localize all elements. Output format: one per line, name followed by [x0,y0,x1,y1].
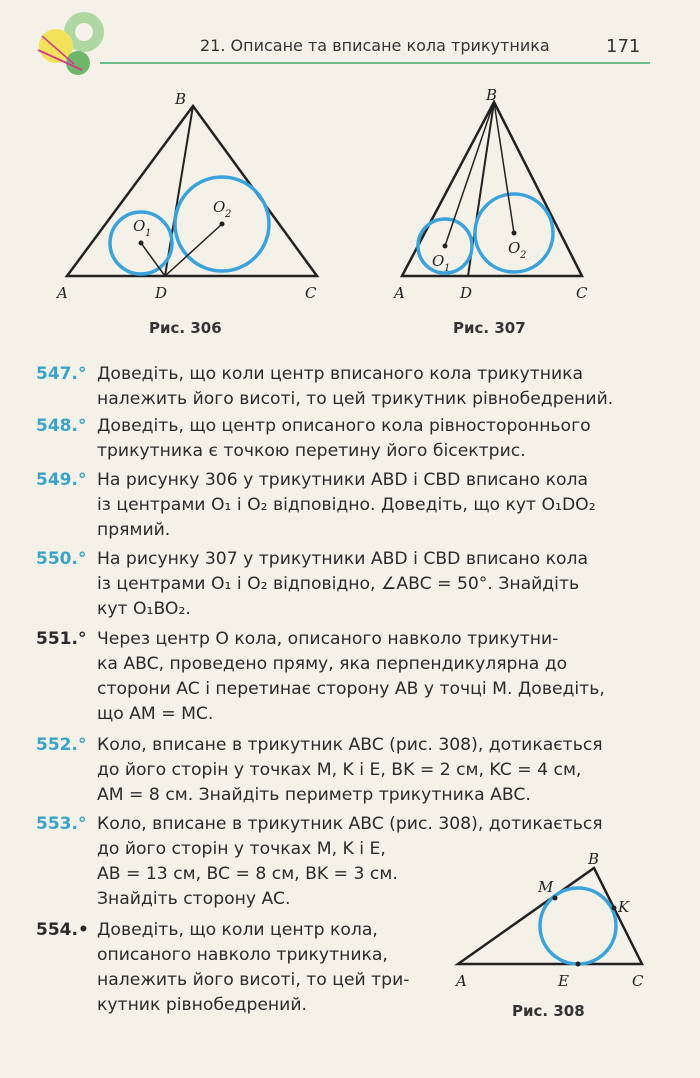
point-o1 [139,241,144,246]
label-o2-sub: 2 [520,250,527,261]
incircle [540,888,616,964]
problem-548 [36,414,646,464]
point-e [576,962,581,967]
label-o2-sub: 2 [225,209,232,220]
label-d: D [460,284,473,302]
figure-308 [448,846,658,996]
label-b: B [588,850,600,868]
header-divider [100,62,650,64]
problem-551 [36,627,646,727]
label-m: M [538,878,554,896]
point-o2 [220,222,225,227]
label-o1-sub: 1 [444,263,451,274]
point-o2 [512,231,517,236]
problem-text: На рисунку 306 у трикутники ABD і CBD вписано кола із центрами O₁ і O₂ відповідно. Доведіть, що кут O₁DO₂ прямий. [97,470,596,540]
problem-text: Коло, вписане в трикутник ABC (рис. 308), дотикається до його сторін у точках M, K і E, BK = 2 см, KC = 4 см, AM = 8 см. Знайдіть периметр трикутника ABC. [97,735,603,805]
chapter-logo [34,8,104,78]
problem-text: Через центр O кола, описаного навколо трикутни- ка ABC, проведено пряму, яка перпендикулярна до сторони AC і перетинає сторону AB у точці M. Доведіть, що AM = MC. [97,629,605,724]
figure-306 [55,88,335,308]
label-o2: O [213,198,226,216]
problem-text: Коло, вписане в трикутник ABC (рис. 308), дотикається до його сторін у точках M, K і E, AB = 13 см, BC = 8 см, BK = 3 см. Знайдіть сторону AC. [97,814,603,909]
problem-number: 547.° [36,364,87,384]
triangle-abc [402,102,582,276]
problem-number: 554.• [36,920,89,940]
problem-number: 549.° [36,470,87,490]
label-b: B [486,86,498,104]
label-a: A [394,284,405,302]
problem-text: Доведіть, що центр описаного кола рівностороннього трикутника є точкою перетину його бісектрис. [97,416,591,461]
label-o1: O [432,252,445,270]
problem-550 [36,547,646,622]
point-m [553,896,558,901]
problem-553 [36,812,603,912]
label-e: E [558,972,569,990]
caption-308: Рис. 308 [512,1002,585,1020]
segment-o2d [165,224,222,276]
problem-text: Доведіть, що коли центр вписаного кола трикутника належить його висоті, то цей трикутник рівнобедрений. [97,364,614,409]
label-c: C [576,284,588,302]
problem-547 [36,362,646,412]
label-c: C [632,972,644,990]
page-number: 171 [606,36,641,57]
figure-307 [390,84,600,306]
label-o1-sub: 1 [145,228,152,239]
problem-552 [36,733,646,808]
problem-text: На рисунку 307 у трикутники ABD і CBD вписано кола із центрами O₁ і O₂ відповідно, ∠ABC = 50°. Знайдіть кут O₁BO₂. [97,549,588,619]
point-k [612,906,617,911]
caption-306: Рис. 306 [149,319,222,337]
label-o2: O [508,239,521,257]
label-o1: O [133,217,146,235]
problem-number: 548.° [36,416,87,436]
problem-number: 551.° [36,629,87,649]
label-d: D [155,284,168,302]
label-c: C [305,284,317,302]
caption-307: Рис. 307 [453,319,526,337]
segment-bo1 [445,102,494,246]
page-header-title: 21. Описане та вписане кола трикутника [200,36,550,55]
problem-number: 550.° [36,549,87,569]
problem-549 [36,468,646,543]
label-a: A [57,284,68,302]
point-o1 [443,244,448,249]
label-k: K [618,898,630,916]
problem-text: Доведіть, що коли центр кола, описаного навколо трикутника, належить його висоті, то цей три- кутник рівнобедрений. [97,920,410,1015]
problem-number: 552.° [36,735,87,755]
problem-554 [36,918,456,1018]
problem-number: 553.° [36,814,87,834]
label-a: A [456,972,467,990]
label-b: B [175,90,187,108]
